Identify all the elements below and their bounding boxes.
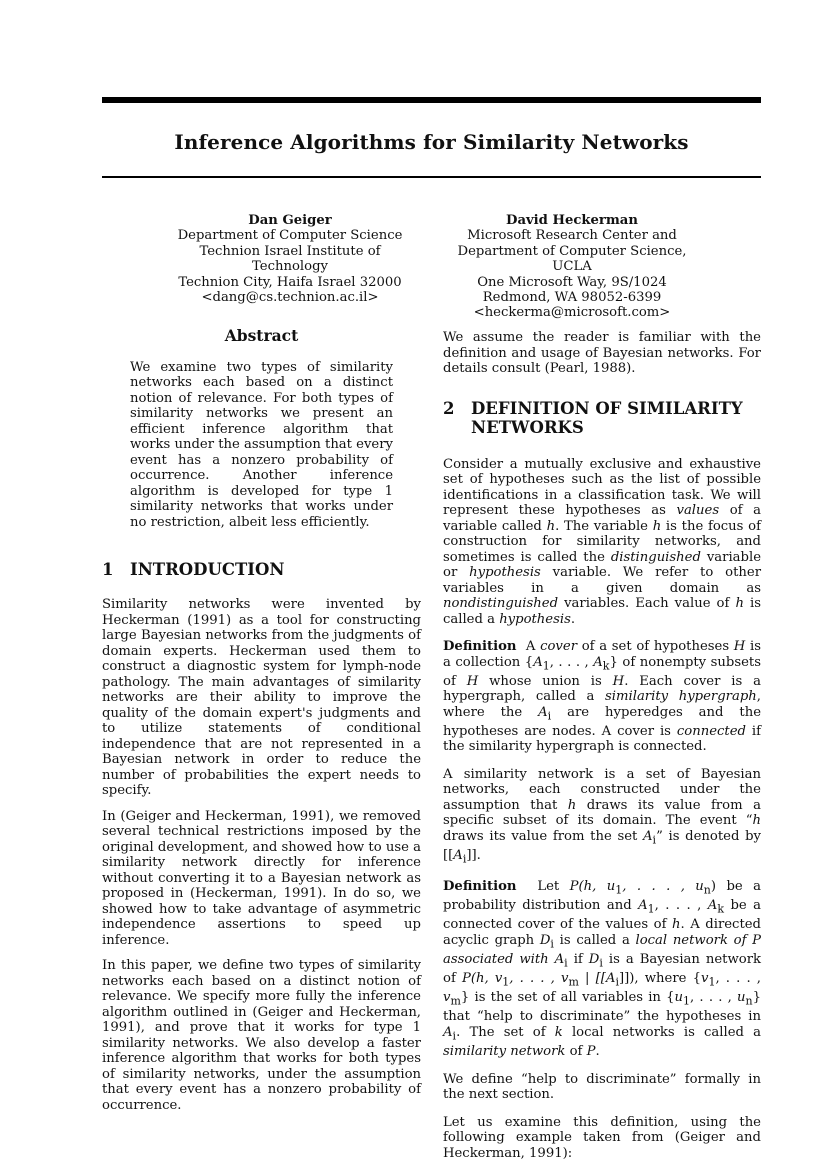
subscript: n [745, 994, 753, 1008]
math-var: A [443, 1024, 453, 1040]
text-run: } of nonempty subsets of [443, 654, 761, 689]
math-var: h [672, 917, 681, 933]
definition-paragraph-1 [443, 457, 761, 628]
subscript: i [462, 852, 467, 866]
section-1-heading [102, 560, 421, 579]
subscript: 1 [542, 659, 550, 673]
text-run: variable or [443, 549, 762, 580]
text-run: } that “help to discriminate” the hypotheses in [443, 990, 762, 1025]
text-run: . The set of [456, 1024, 555, 1040]
text-run: , . . . , [549, 654, 594, 670]
text-run: variables. Each value of [558, 596, 736, 611]
author-affiliation-line: Department of Computer Science [177, 228, 403, 244]
author-affiliation-line: Microsoft Research Center and [467, 228, 677, 244]
math-var: v [443, 990, 451, 1006]
text-run: if the similarity hypergraph is connected. [443, 723, 761, 755]
definition-label: Definition [443, 639, 517, 654]
subscript: 1 [615, 883, 623, 897]
text-run: , where the [443, 689, 761, 720]
subscript: i [547, 709, 552, 723]
text-run: } is the set of all variables in { [460, 990, 675, 1006]
math-var: A [538, 704, 548, 720]
text-run: ) [710, 879, 717, 895]
emphasis: similarity hypergraph [605, 689, 757, 705]
math-var: H [733, 639, 746, 654]
text-run: , . . . , [690, 990, 738, 1006]
text-run: ]]) [618, 971, 635, 987]
subscript: n [703, 883, 711, 897]
subscript: i [550, 937, 554, 951]
text-run: Consider a mutually exclusive and exhaustive set of hypotheses such as the list of possible identifications in a classification task. We will represent these hypotheses as [443, 456, 761, 518]
math-var: D [588, 951, 600, 967]
emphasis: nondistinguished [443, 596, 559, 611]
text-run: be a probability distribution and [443, 879, 761, 914]
subscript: 1 [502, 975, 510, 989]
text-run: be a connected cover of the values of [443, 898, 761, 933]
author-name: David Heckerman [506, 213, 638, 228]
math-var: A [707, 898, 718, 914]
math-var: u [674, 990, 684, 1006]
definition-cover [443, 639, 761, 755]
text-run: . The variable [555, 518, 653, 534]
subscript: m [568, 975, 579, 989]
text-run: variable. We refer to other variables in a given domain as [443, 565, 761, 596]
emphasis: connected [676, 723, 746, 739]
section-2-heading [443, 399, 761, 437]
text-run: . Each cover is a hypergraph, called a [443, 673, 762, 705]
text-run: ]]. [466, 847, 481, 863]
math-var: A [533, 654, 543, 670]
top-thick-rule [102, 97, 761, 103]
emphasis: values [676, 503, 720, 518]
math-var: h [567, 797, 577, 813]
emphasis: local network of P associated with A [443, 932, 762, 967]
definition-label: Definition [443, 879, 517, 895]
emphasis: similarity network [443, 1044, 566, 1060]
subscript: k [717, 902, 724, 916]
text-run: . A directed acyclic graph [443, 917, 761, 948]
intro-paragraph-3: In this paper, we define two types of similarity networks each based on a distinct notion of relevance. We specify more fully the inference algorithm outlined in (Geiger and Heckerman, 1991), and prove that it works for type 1 similarity networks. We also develop a faster inference algorithm that works for both types of similarity networks, under the assumption that every event has a nonzero probability of occurrence. [102, 958, 421, 1113]
section-title-line-1: DEFINITION OF SIMILARITY [471, 398, 743, 418]
math-var: D [539, 932, 551, 948]
subscript: i [615, 975, 619, 989]
definition-paragraph-3: We define “help to discriminate” formally in the next section. [443, 1071, 761, 1103]
math-var: v [700, 971, 709, 987]
intro-paragraph-1: Similarity networks were invented by Heckerman (1991) as a tool for constructing large Bayesian networks from the judgments of domain experts. Heckerman used them to construct a diagnostic system for lymph-node pathology. The main advantages of similarity networks are their ability to improve the quality of the domain expert's judgments and to utilize statements of conditional independence that are not represented in a Bayesian network in order to reduce the number of probabilities the expert needs to specify. [102, 597, 421, 798]
right-column [443, 330, 761, 1161]
math-var: H [466, 673, 479, 689]
math-var: h [546, 518, 556, 534]
text-run: Let [537, 879, 570, 895]
title-bottom-rule [102, 176, 761, 178]
author-email: <dang@cs.technion.ac.il> [201, 290, 379, 306]
math-var: h [652, 518, 662, 534]
text-run: A [525, 639, 541, 654]
subscript: 1 [708, 975, 716, 989]
subscript: i [652, 833, 657, 847]
text-run: . [595, 1044, 600, 1060]
text-run: of [565, 1044, 587, 1060]
math-var: A [593, 654, 603, 670]
text-run: draws its value from the set [443, 828, 644, 844]
author-affiliation-line: Technion Israel Institute of Technology [199, 243, 381, 275]
text-run: draws its value from a specific subset of its domain. The event “ [443, 797, 761, 829]
text-run: local networks is called a [562, 1024, 761, 1040]
math-var: P(h, v [461, 971, 503, 987]
text-run: of a variable called [443, 503, 761, 534]
section-number: 1 [102, 560, 114, 579]
emphasis: cover [540, 639, 577, 654]
text-run: , . . . , [715, 971, 761, 987]
math-var: u [737, 990, 746, 1006]
author-block-1 [160, 213, 420, 305]
author-block-2 [440, 213, 704, 321]
section-number: 2 [443, 398, 455, 418]
text-run: , . . . , [654, 898, 708, 914]
abstract-heading: Abstract [224, 326, 299, 345]
intro-paragraph-2: In (Geiger and Heckerman, 1991), we removed several technical restrictions imposed by the original development, and showed how to use a similarity network directly for inference without converting it to a Bayesian network as proposed in (Heckerman, 1991). In do so, we showed how to take advantage of asymmetric independence assertions to speed up inference. [102, 808, 421, 948]
emphasis: hypothesis [469, 565, 541, 580]
text-run: is a Bayesian network of [443, 951, 762, 987]
math-var: , . . . , u [622, 879, 704, 895]
math-var: A [453, 847, 463, 863]
math-var: P(h, u [569, 879, 616, 895]
right-intro-paragraph: We assume the reader is familiar with the definition and usage of Bayesian networks. For details consult (Pearl, 1988). [443, 330, 761, 376]
emphasis: hypothesis [499, 611, 571, 627]
subscript: m [450, 994, 461, 1008]
math-var: A [638, 898, 648, 914]
subscript: k [602, 659, 610, 673]
subscript: i [452, 1029, 457, 1043]
text-run: is called a [553, 932, 636, 948]
emphasis: distinguished [610, 549, 701, 565]
math-var: | [[A [578, 971, 616, 987]
paper-title: Inference Algorithms for Similarity Networks [174, 130, 689, 154]
author-affiliation-line: Technion City, Haifa Israel 32000 [178, 274, 402, 290]
text-run: is the focus of construction for similarity networks, and sometimes is called the [443, 518, 761, 565]
definition-paragraph-2 [443, 767, 761, 867]
text-run: . [570, 611, 576, 627]
subscript: 1 [647, 902, 655, 916]
text-run: if [567, 951, 589, 967]
subscript: 1 [683, 994, 691, 1008]
text-run: whose union is [478, 673, 613, 689]
math-var: H [612, 673, 625, 689]
math-var: k [554, 1024, 563, 1040]
section-title-line-2: NETWORKS [471, 417, 584, 437]
text-run: is called a [443, 596, 761, 627]
definition-local-network [443, 879, 761, 1059]
author-affiliation-line: One Microsoft Way, 9S/1024 [477, 274, 667, 290]
section-title: INTRODUCTION [130, 560, 285, 579]
author-affiliation-line: Redmond, WA 98052-6399 [482, 290, 662, 306]
math-var: h [752, 813, 761, 829]
text-run: A similarity network is a set of Bayesian networks, each constructed under the assumption that [443, 766, 761, 813]
subscript: i [599, 956, 603, 970]
math-var: A [643, 828, 653, 844]
text-run: , where { [634, 971, 701, 987]
math-var: h [735, 596, 744, 611]
text-run: are hyperedges and the hypotheses are nodes. A cover is [443, 704, 761, 739]
subscript: i [564, 956, 568, 970]
abstract-text: We examine two types of similarity networks each based on a distinct notion of relevance. For both types of similarity networks we present an efficient inference algorithm that works under the assumption that every event has a nonzero probability of occurrence. Another inference algorithm is developed for type 1 similarity networks that works under no restriction, albeit less efficiently. [130, 359, 393, 530]
author-email: <heckerma@microsoft.com> [473, 305, 671, 321]
left-column [102, 328, 421, 1113]
text-run: of a set of hypotheses [577, 639, 734, 654]
math-var: , . . . , v [509, 971, 569, 987]
author-affiliation-line: Department of Computer Science, UCLA [457, 243, 687, 275]
text-run: ” is denoted by [[ [443, 828, 761, 863]
section-title [471, 399, 743, 437]
math-var: P [586, 1044, 596, 1060]
author-name: Dan Geiger [248, 213, 332, 228]
text-run: is a collection { [443, 639, 761, 670]
definition-paragraph-4: Let us examine this definition, using the following example taken from (Geiger and Heckerman, 1991): [443, 1114, 761, 1161]
